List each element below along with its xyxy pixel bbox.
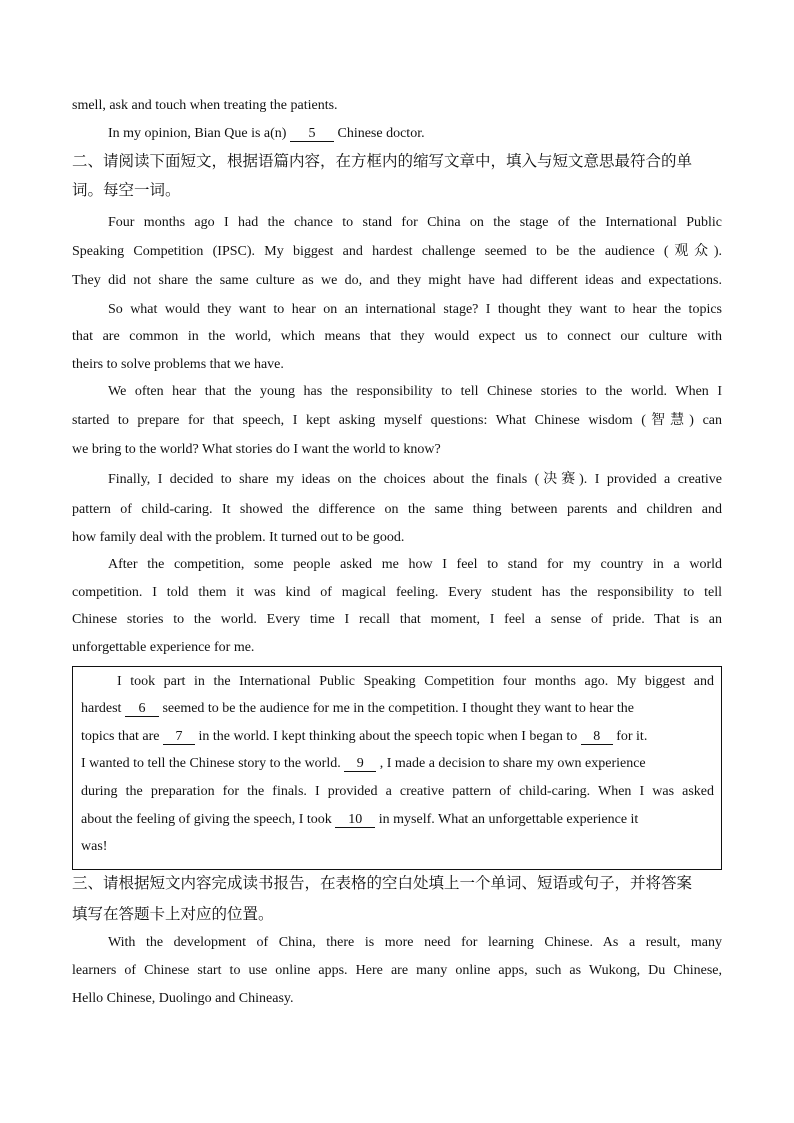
- paragraph-line: that are common in the world, which means that they would expect us to connect our culture with: [72, 329, 722, 344]
- text-span: in the world. I kept thinking about the speech topic when I began to: [195, 729, 581, 744]
- paragraph-line: pattern of child-caring. It showed the difference on the same thing between parents and children and: [72, 502, 722, 517]
- paragraph-line: unforgettable experience for me.: [72, 640, 255, 655]
- paragraph-line: Four months ago I had the chance to stand for China on the stage of the International Public: [108, 215, 722, 230]
- paragraph-line: Finally, I decided to share my ideas on the choices about the finals (决赛). I provided a creative: [108, 472, 722, 487]
- answer-blank-10[interactable]: 10: [335, 813, 375, 828]
- paragraph-line: After the competition, some people asked me how I feel to stand for my country in a world: [108, 557, 722, 572]
- text-span: In my opinion, Bian Que is a(n): [108, 126, 290, 141]
- paragraph-line: competition. I told them it was kind of magical feeling. Every student has the responsibility to tell: [72, 585, 722, 600]
- text-span: hardest: [81, 701, 125, 716]
- text-span: seemed to be the audience for me in the competition. I thought they want to hear the: [158, 701, 635, 716]
- section-3-heading-cont: 填写在答题卡上对应的位置。: [72, 905, 274, 923]
- text-span: , I made a decision to share my own experience: [376, 756, 646, 771]
- text-span: in myself. What an unforgettable experience it: [375, 812, 639, 827]
- text-span: for it.: [612, 729, 648, 744]
- summary-line: was!: [81, 839, 108, 854]
- paragraph-line: learners of Chinese start to use online apps. Here are many online apps, such as Wukong, Du Chinese,: [72, 963, 722, 978]
- text-line-with-blank: [108, 125, 722, 143]
- answer-blank-7[interactable]: 7: [163, 730, 195, 745]
- answer-blank-8[interactable]: 8: [581, 730, 613, 745]
- summary-line: I took part in the International Public Speaking Competition four months ago. My biggest and: [117, 674, 714, 689]
- summary-line-with-blank: [81, 728, 714, 746]
- summary-line: during the preparation for the finals. I provided a creative pattern of child-caring. When I was asked: [81, 784, 714, 799]
- paragraph-line: We often hear that the young has the responsibility to tell Chinese stories to the world. When I: [108, 384, 722, 399]
- text-line: smell, ask and touch when treating the patients.: [72, 98, 338, 113]
- paragraph-line: So what would they want to hear on an international stage? I thought they want to hear the topics: [108, 302, 722, 317]
- section-3-heading: 三、请根据短文内容完成读书报告，在表格的空白处填上一个单词、短语或句子，并将答案: [72, 874, 693, 892]
- paragraph-line: They did not share the same culture as we do, and they might have had different ideas and expectations.: [72, 273, 722, 288]
- summary-line-with-blank: [81, 755, 714, 773]
- answer-blank-5[interactable]: 5: [290, 127, 334, 142]
- paragraph-line: With the development of China, there is more need for learning Chinese. As a result, many: [108, 935, 722, 950]
- answer-blank-9[interactable]: 9: [344, 757, 376, 772]
- section-2-heading: 二、请阅读下面短文，根据语篇内容，在方框内的缩写文章中，填入与短文意思最符合的单: [72, 152, 693, 170]
- summary-line-with-blank: [81, 700, 714, 718]
- paragraph-line: Speaking Competition (IPSC). My biggest and hardest challenge seemed to be the audience (观众).: [72, 244, 722, 259]
- text-span: about the feeling of giving the speech, I took: [81, 812, 336, 827]
- paragraph-line: we bring to the world? What stories do I want the world to know?: [72, 442, 441, 457]
- answer-blank-6[interactable]: 6: [125, 702, 159, 717]
- summary-line-with-blank: [81, 811, 714, 829]
- paragraph-line: started to prepare for that speech, I kept asking myself questions: What Chinese wisdom (智慧) can: [72, 413, 722, 428]
- text-span: topics that are: [81, 729, 164, 744]
- text-span: Chinese doctor.: [333, 126, 425, 141]
- paragraph-line: how family deal with the problem. It turned out to be good.: [72, 530, 405, 545]
- section-2-heading-cont: 词。每空一词。: [72, 181, 181, 199]
- paragraph-line: theirs to solve problems that we have.: [72, 357, 284, 372]
- text-span: I wanted to tell the Chinese story to the world.: [81, 756, 345, 771]
- paragraph-line: Hello Chinese, Duolingo and Chineasy.: [72, 991, 294, 1006]
- paragraph-line: Chinese stories to the world. Every time I recall that moment, I feel a sense of pride. That is an: [72, 612, 722, 627]
